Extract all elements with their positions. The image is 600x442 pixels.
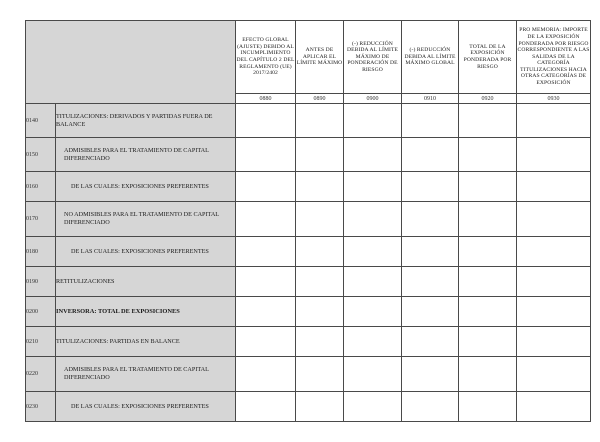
table-cell[interactable] — [517, 138, 591, 172]
row-code: 0140 — [26, 104, 56, 138]
table-cell[interactable] — [459, 327, 517, 357]
table-cell[interactable] — [402, 327, 459, 357]
table-cell[interactable] — [459, 357, 517, 392]
table-cell[interactable] — [344, 297, 402, 327]
table-cell[interactable] — [402, 172, 459, 202]
table-cell[interactable] — [344, 202, 402, 237]
table-row — [26, 202, 591, 237]
row-code: 0210 — [26, 327, 56, 357]
table-row — [26, 357, 591, 392]
row-code: 0150 — [26, 138, 56, 172]
row-label: DE LAS CUALES: EXPOSICIONES PREFERENTES — [56, 172, 236, 202]
row-code: 0220 — [26, 357, 56, 392]
table-cell[interactable] — [296, 237, 344, 267]
table-cell[interactable] — [459, 202, 517, 237]
table-cell[interactable] — [296, 138, 344, 172]
table-cell[interactable] — [236, 237, 296, 267]
table-cell[interactable] — [517, 327, 591, 357]
column-header-0880: EFECTO GLOBAL (AJUSTE) DEBIDO AL INCUMPLIMIENTO DEL CAPÍTULO 2 DEL REGLAMENTO (UE) 2017/2402 — [236, 21, 296, 94]
column-code-0920: 0920 — [459, 94, 517, 104]
table-cell[interactable] — [236, 327, 296, 357]
table-row — [26, 392, 591, 422]
table-cell[interactable] — [459, 104, 517, 138]
row-code: 0160 — [26, 172, 56, 202]
row-code: 0180 — [26, 237, 56, 267]
table-cell[interactable] — [459, 237, 517, 267]
row-label: ADMISIBLES PARA EL TRATAMIENTO DE CAPITAL DIFERENCIADO — [56, 357, 236, 392]
table-cell[interactable] — [236, 357, 296, 392]
row-label: RETITULIZACIONES — [56, 267, 236, 297]
table-cell[interactable] — [459, 392, 517, 422]
table-cell[interactable] — [402, 297, 459, 327]
row-label: INVERSORA: TOTAL DE EXPOSICIONES — [56, 297, 236, 327]
column-header-0890: ANTES DE APLICAR EL LÍMITE MÁXIMO — [296, 21, 344, 94]
table-cell[interactable] — [296, 104, 344, 138]
column-header-0910: (-) REDUCCIÓN DEBIDA AL LÍMITE MÁXIMO GLOBAL — [402, 21, 459, 94]
table-cell[interactable] — [236, 267, 296, 297]
table-cell[interactable] — [517, 267, 591, 297]
table-cell[interactable] — [402, 104, 459, 138]
table-cell[interactable] — [344, 237, 402, 267]
table-cell[interactable] — [296, 297, 344, 327]
row-label: NO ADMISIBLES PARA EL TRATAMIENTO DE CAPITAL DIFERENCIADO — [56, 202, 236, 237]
table-cell[interactable] — [517, 172, 591, 202]
table-cell[interactable] — [402, 138, 459, 172]
table-cell[interactable] — [402, 392, 459, 422]
row-label: DE LAS CUALES: EXPOSICIONES PREFERENTES — [56, 392, 236, 422]
exposure-table — [25, 20, 591, 422]
column-code-0890: 0890 — [296, 94, 344, 104]
table-cell[interactable] — [344, 104, 402, 138]
table-cell[interactable] — [517, 392, 591, 422]
table-cell[interactable] — [236, 104, 296, 138]
table-row — [26, 104, 591, 138]
table-cell[interactable] — [459, 138, 517, 172]
table-cell[interactable] — [402, 202, 459, 237]
table-cell[interactable] — [517, 202, 591, 237]
table-cell[interactable] — [459, 297, 517, 327]
column-header-0920: TOTAL DE LA EXPOSICIÓN PONDERADA POR RIESGO — [459, 21, 517, 94]
table-cell[interactable] — [236, 138, 296, 172]
table-row — [26, 297, 591, 327]
column-header-0930: PRO MEMORIA: IMPORTE DE LA EXPOSICIÓN PONDERADA POR RIESGO CORRESPONDIENTE A LAS SALIDAS DE LA CATEGORÍA TITULIZACIONES HACIA OTRAS CATEGORÍAS DE EXPOSICIÓN — [517, 21, 591, 94]
row-code: 0200 — [26, 297, 56, 327]
row-code: 0170 — [26, 202, 56, 237]
table-row — [26, 237, 591, 267]
table-cell[interactable] — [459, 267, 517, 297]
table-cell[interactable] — [344, 392, 402, 422]
table-cell[interactable] — [517, 104, 591, 138]
table-cell[interactable] — [236, 202, 296, 237]
header-corner — [26, 21, 236, 104]
table-cell[interactable] — [344, 357, 402, 392]
table-cell[interactable] — [517, 357, 591, 392]
table-row — [26, 172, 591, 202]
table-cell[interactable] — [296, 267, 344, 297]
table-cell[interactable] — [517, 237, 591, 267]
row-label: DE LAS CUALES: EXPOSICIONES PREFERENTES — [56, 237, 236, 267]
column-header-0900: (-) REDUCCIÓN DEBIDA AL LÍMITE MÁXIMO DE PONDERACIÓN DE RIESGO — [344, 21, 402, 94]
table-cell[interactable] — [402, 357, 459, 392]
row-code: 0190 — [26, 267, 56, 297]
table-cell[interactable] — [344, 267, 402, 297]
table-cell[interactable] — [296, 172, 344, 202]
table-cell[interactable] — [296, 357, 344, 392]
column-code-0900: 0900 — [344, 94, 402, 104]
table-cell[interactable] — [236, 172, 296, 202]
row-label: TITULIZACIONES: PARTIDAS EN BALANCE — [56, 327, 236, 357]
table-cell[interactable] — [402, 237, 459, 267]
table-cell[interactable] — [344, 172, 402, 202]
table-cell[interactable] — [344, 327, 402, 357]
table-cell[interactable] — [517, 297, 591, 327]
table-row — [26, 327, 591, 357]
column-code-0910: 0910 — [402, 94, 459, 104]
table-cell[interactable] — [296, 327, 344, 357]
table-cell[interactable] — [459, 172, 517, 202]
table-cell[interactable] — [402, 267, 459, 297]
table-row — [26, 138, 591, 172]
row-code: 0230 — [26, 392, 56, 422]
table-cell[interactable] — [344, 138, 402, 172]
column-code-0880: 0880 — [236, 94, 296, 104]
table-cell[interactable] — [296, 202, 344, 237]
table-row — [26, 267, 591, 297]
table-cell[interactable] — [236, 297, 296, 327]
column-code-0930: 0930 — [517, 94, 591, 104]
table-cell[interactable] — [236, 392, 296, 422]
table-cell[interactable] — [296, 392, 344, 422]
row-label: TITULIZACIONES: DERIVADOS Y PARTIDAS FUERA DE BALANCE — [56, 104, 236, 138]
row-label: ADMISIBLES PARA EL TRATAMIENTO DE CAPITAL DIFERENCIADO — [56, 138, 236, 172]
